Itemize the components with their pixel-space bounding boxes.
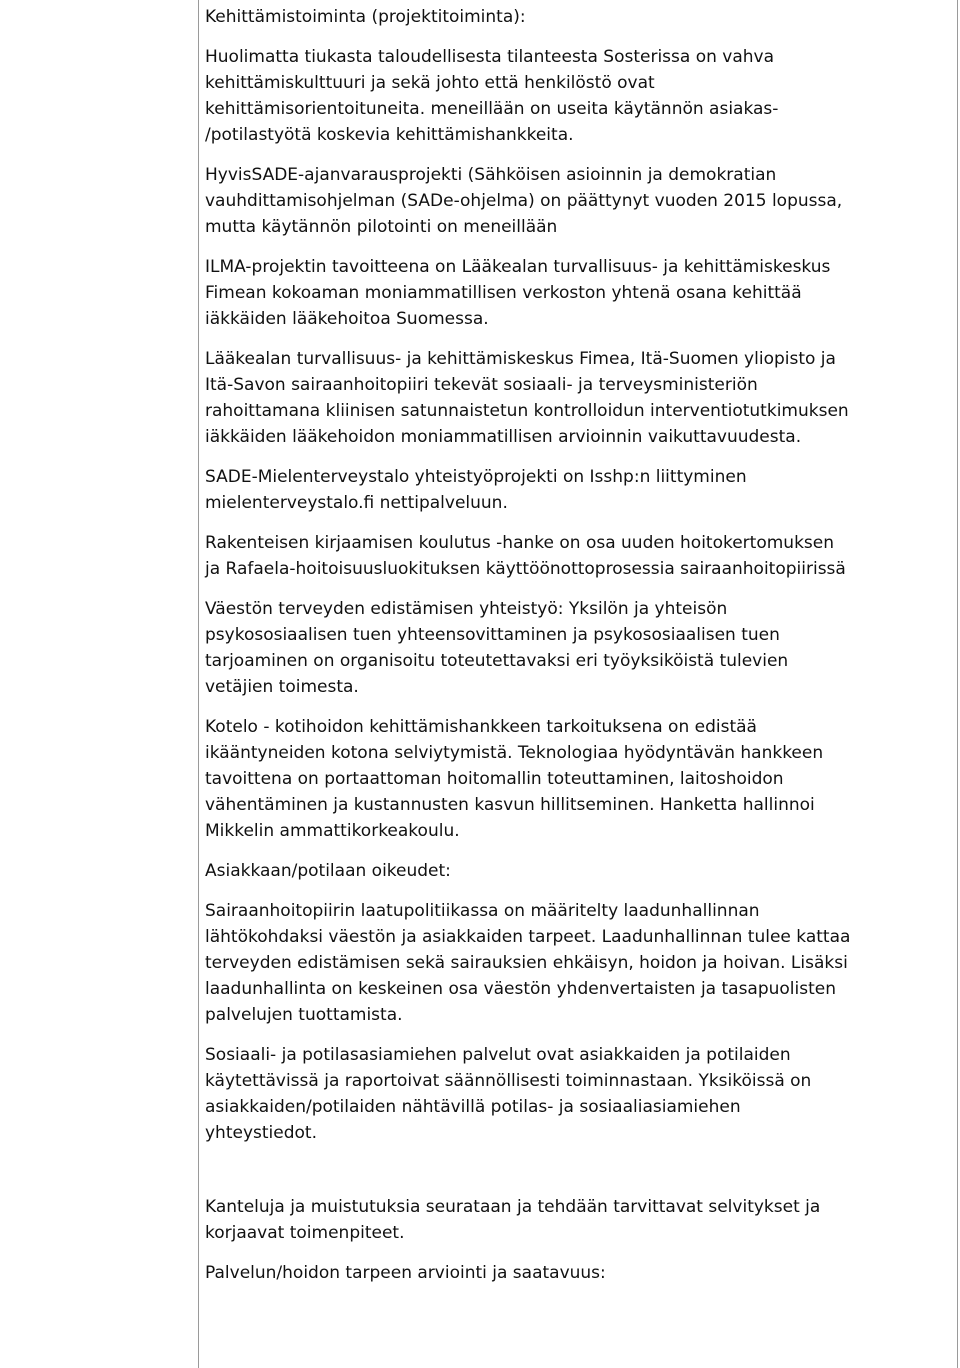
section-heading-care-needs: Palvelun/hoidon tarpeen arviointi ja saatavuus: — [205, 1263, 606, 1283]
paragraph-kotelo: Kotelo - kotihoidon kehittämishankkeen tarkoituksena on edistää ikääntyneiden kotona selviytymistä. Teknologiaa hyödyntävän hankkeen tavoittena on portaattoman hoitomallin toteuttaminen, laitoshoidon vähentäminen ja kustannusten kasvun hillitseminen. Hanketta hallinnoi Mikkelin ammattikorkeakoulu. — [205, 717, 824, 841]
section-heading-development: Kehittämistoiminta (projektitoiminta): — [205, 7, 526, 27]
table-border-left — [198, 0, 199, 1368]
paragraph-development-culture: Huolimatta tiukasta taloudellisesta tilanteesta Sosterissa on vahva kehittämiskulttuuri ja sekä johto että henkilöstö ovat kehittämisorientoituneita. meneillään on useita käytännön asiakas- /potilastyötä koskevia kehittämishankkeita. — [205, 47, 779, 145]
paragraph-structured-recording: Rakenteisen kirjaamisen koulutus -hanke on osa uuden hoitokertomuksen ja Rafaela-hoitoisuusluokituksen käyttöönottoprosessia sairaanhoitopiirissä — [205, 533, 846, 579]
document-content — [205, 4, 953, 1286]
paragraph-ilma: ILMA-projektin tavoitteena on Lääkealan turvallisuus- ja kehittämiskeskus Fimean kokoaman moniammatillisen verkoston yhtenä osana kehittää iäkkäiden lääkehoitoa Suomessa. — [205, 257, 831, 329]
paragraph-hyvissade: HyvisSADE-ajanvarausprojekti (Sähköisen asioinnin ja demokratian vauhdittamisohjelman (SADe-ohjelma) on päättynyt vuoden 2015 lopussa, mutta käytännön pilotointi on meneillään — [205, 165, 843, 237]
paragraph-complaints: Kanteluja ja muistutuksia seurataan ja tehdään tarvittavat selvitykset ja korjaavat toimenpiteet. — [205, 1197, 821, 1243]
paragraph-fimea-study: Lääkealan turvallisuus- ja kehittämiskeskus Fimea, Itä-Suomen yliopisto ja Itä-Savon sairaanhoitopiiri tekevät sosiaali- ja terveysministeriön rahoittamana kliinisen satunnaistetun kontrolloidun interventiotutkimuksen iäkkäiden lääkehoidon moniammatillisen arvioinnin vaikuttavuudesta. — [205, 349, 849, 447]
paragraph-ombudsman: Sosiaali- ja potilasasiamiehen palvelut ovat asiakkaiden ja potilaiden käytettävissä ja raportoivat säännöllisesti toiminnastaan. Yksiköissä on asiakkaiden/potilaiden nähtävillä potilas- ja sosiaaliasiamiehen yhteystiedot. — [205, 1045, 812, 1143]
paragraph-quality-policy: Sairaanhoitopiirin laatupolitiikassa on määritelty laadunhallinnan lähtökohdaksi väestön ja asiakkaiden tarpeet. Laadunhallinnan tulee kattaa terveyden edistämisen sekä sairauksien ehkäisyn, hoidon ja hoivan. Lisäksi laadunhallinta on keskeinen osa väestön yhdenvertaisten ja tasapuolisten palvelujen tuottamista. — [205, 901, 851, 1025]
paragraph-sade-mielenterveystalo: SADE-Mielenterveystalo yhteistyöprojekti on Isshp:n liittyminen mielenterveystalo.fi nettipalveluun. — [205, 467, 747, 513]
section-heading-patient-rights: Asiakkaan/potilaan oikeudet: — [205, 861, 451, 881]
paragraph-health-promotion: Väestön terveyden edistämisen yhteistyö: Yksilön ja yhteisön psykososiaalisen tuen yhteensovittaminen ja psykososiaalisen tuen tarjoaminen on organisoitu toteutettavaksi eri työyksiköistä tulevien vetäjien toimesta. — [205, 599, 789, 697]
table-border-right — [957, 0, 958, 1368]
